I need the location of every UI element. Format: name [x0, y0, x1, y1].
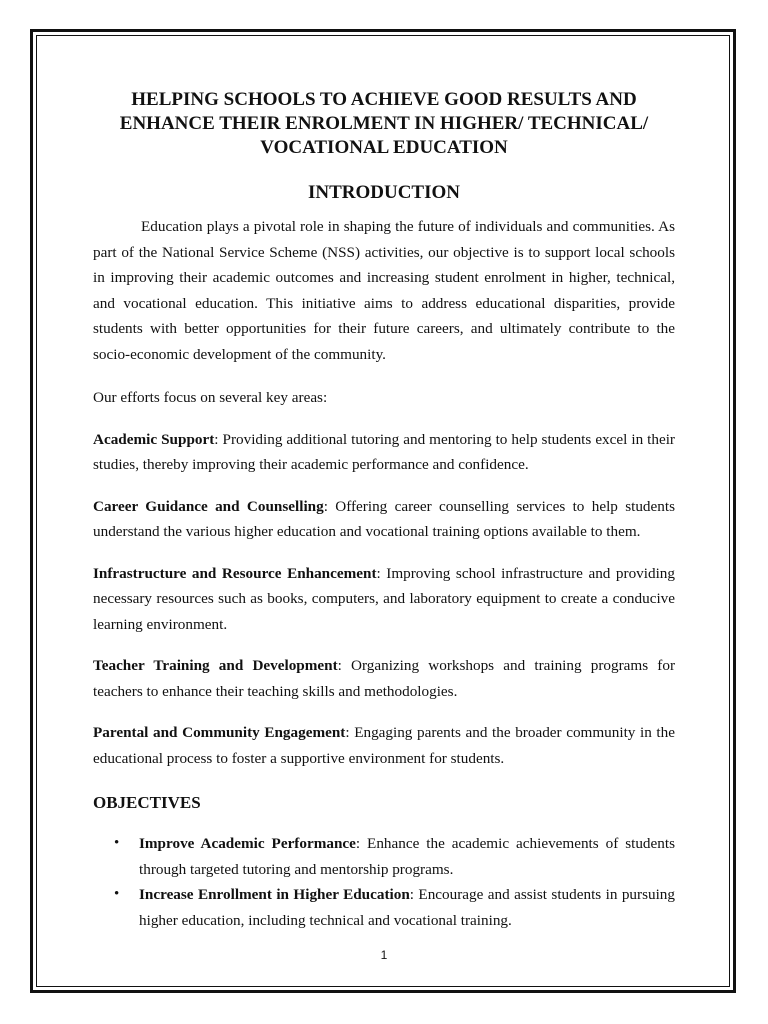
bullet-icon: • — [114, 835, 120, 851]
introduction-paragraph: Education plays a pivotal role in shaping the future of individuals and communities. As part of the National Service Scheme (NSS) activities, our objective is to support local schools in improving their academic outcomes and increasing student enrolment in higher, technical, and vocational education. This initiative aims to address educational disparities, provide students with better opportunities for their future careers, and ultimately contribute to the socio-economic development of the community. — [93, 218, 675, 363]
key-area-term: Career Guidance and Counselling — [93, 497, 324, 515]
key-area-term: Parental and Community Engagement — [93, 724, 346, 741]
document-body — [93, 88, 675, 933]
objective-term: Increase Enrollment in Higher Education — [139, 886, 410, 903]
key-area-description: : Engaging parents and the broader community in the educational process to foster a supportive environment for students. — [93, 724, 675, 767]
key-area-career-guidance — [93, 494, 675, 545]
bullet-icon: • — [114, 886, 120, 902]
objective-item — [93, 882, 675, 933]
objective-description: : Enhance the academic achievements of students through targeted tutoring and mentorship programs. — [139, 835, 675, 878]
page-number: 1 — [380, 948, 388, 962]
objectives-list — [93, 831, 675, 933]
document-title — [93, 88, 675, 160]
key-area-infrastructure — [93, 561, 675, 638]
key-area-description: : Providing additional tutoring and mentoring to help students excel in their studies, thereby improving their academic performance and confidence. — [93, 430, 675, 473]
title-line-1: HELPING SCHOOLS TO ACHIEVE GOOD RESULTS AND — [131, 89, 637, 110]
title-line-3: VOCATIONAL EDUCATION — [260, 137, 508, 158]
objective-term: Improve Academic Performance — [139, 835, 356, 852]
title-line-2: ENHANCE THEIR ENROLMENT IN HIGHER/ TECHNICAL/ — [119, 113, 649, 134]
objective-description: : Encourage and assist students in pursuing higher education, including technical and vocational training. — [139, 886, 675, 929]
key-area-term: Infrastructure and Resource Enhancement — [93, 564, 377, 582]
introduction-heading: INTRODUCTION — [307, 182, 461, 203]
key-area-academic-support — [93, 427, 675, 478]
objectives-heading: OBJECTIVES — [93, 793, 201, 812]
key-area-teacher-training — [93, 653, 675, 704]
key-area-description: : Improving school infrastructure and providing necessary resources such as books, computers, and laboratory equipment to create a conducive learning environment. — [93, 564, 675, 633]
focus-intro-text: Our efforts focus on several key areas: — [93, 389, 328, 406]
key-area-description: : Offering career counselling services to help students understand the various higher education and vocational training options available to them. — [93, 497, 675, 540]
objective-item — [93, 831, 675, 882]
key-area-parental-engagement — [93, 720, 675, 771]
key-area-description: : Organizing workshops and training programs for teachers to enhance their teaching skills and methodologies. — [93, 657, 675, 700]
key-area-term: Academic Support — [93, 430, 215, 448]
key-area-term: Teacher Training and Development — [93, 657, 338, 674]
